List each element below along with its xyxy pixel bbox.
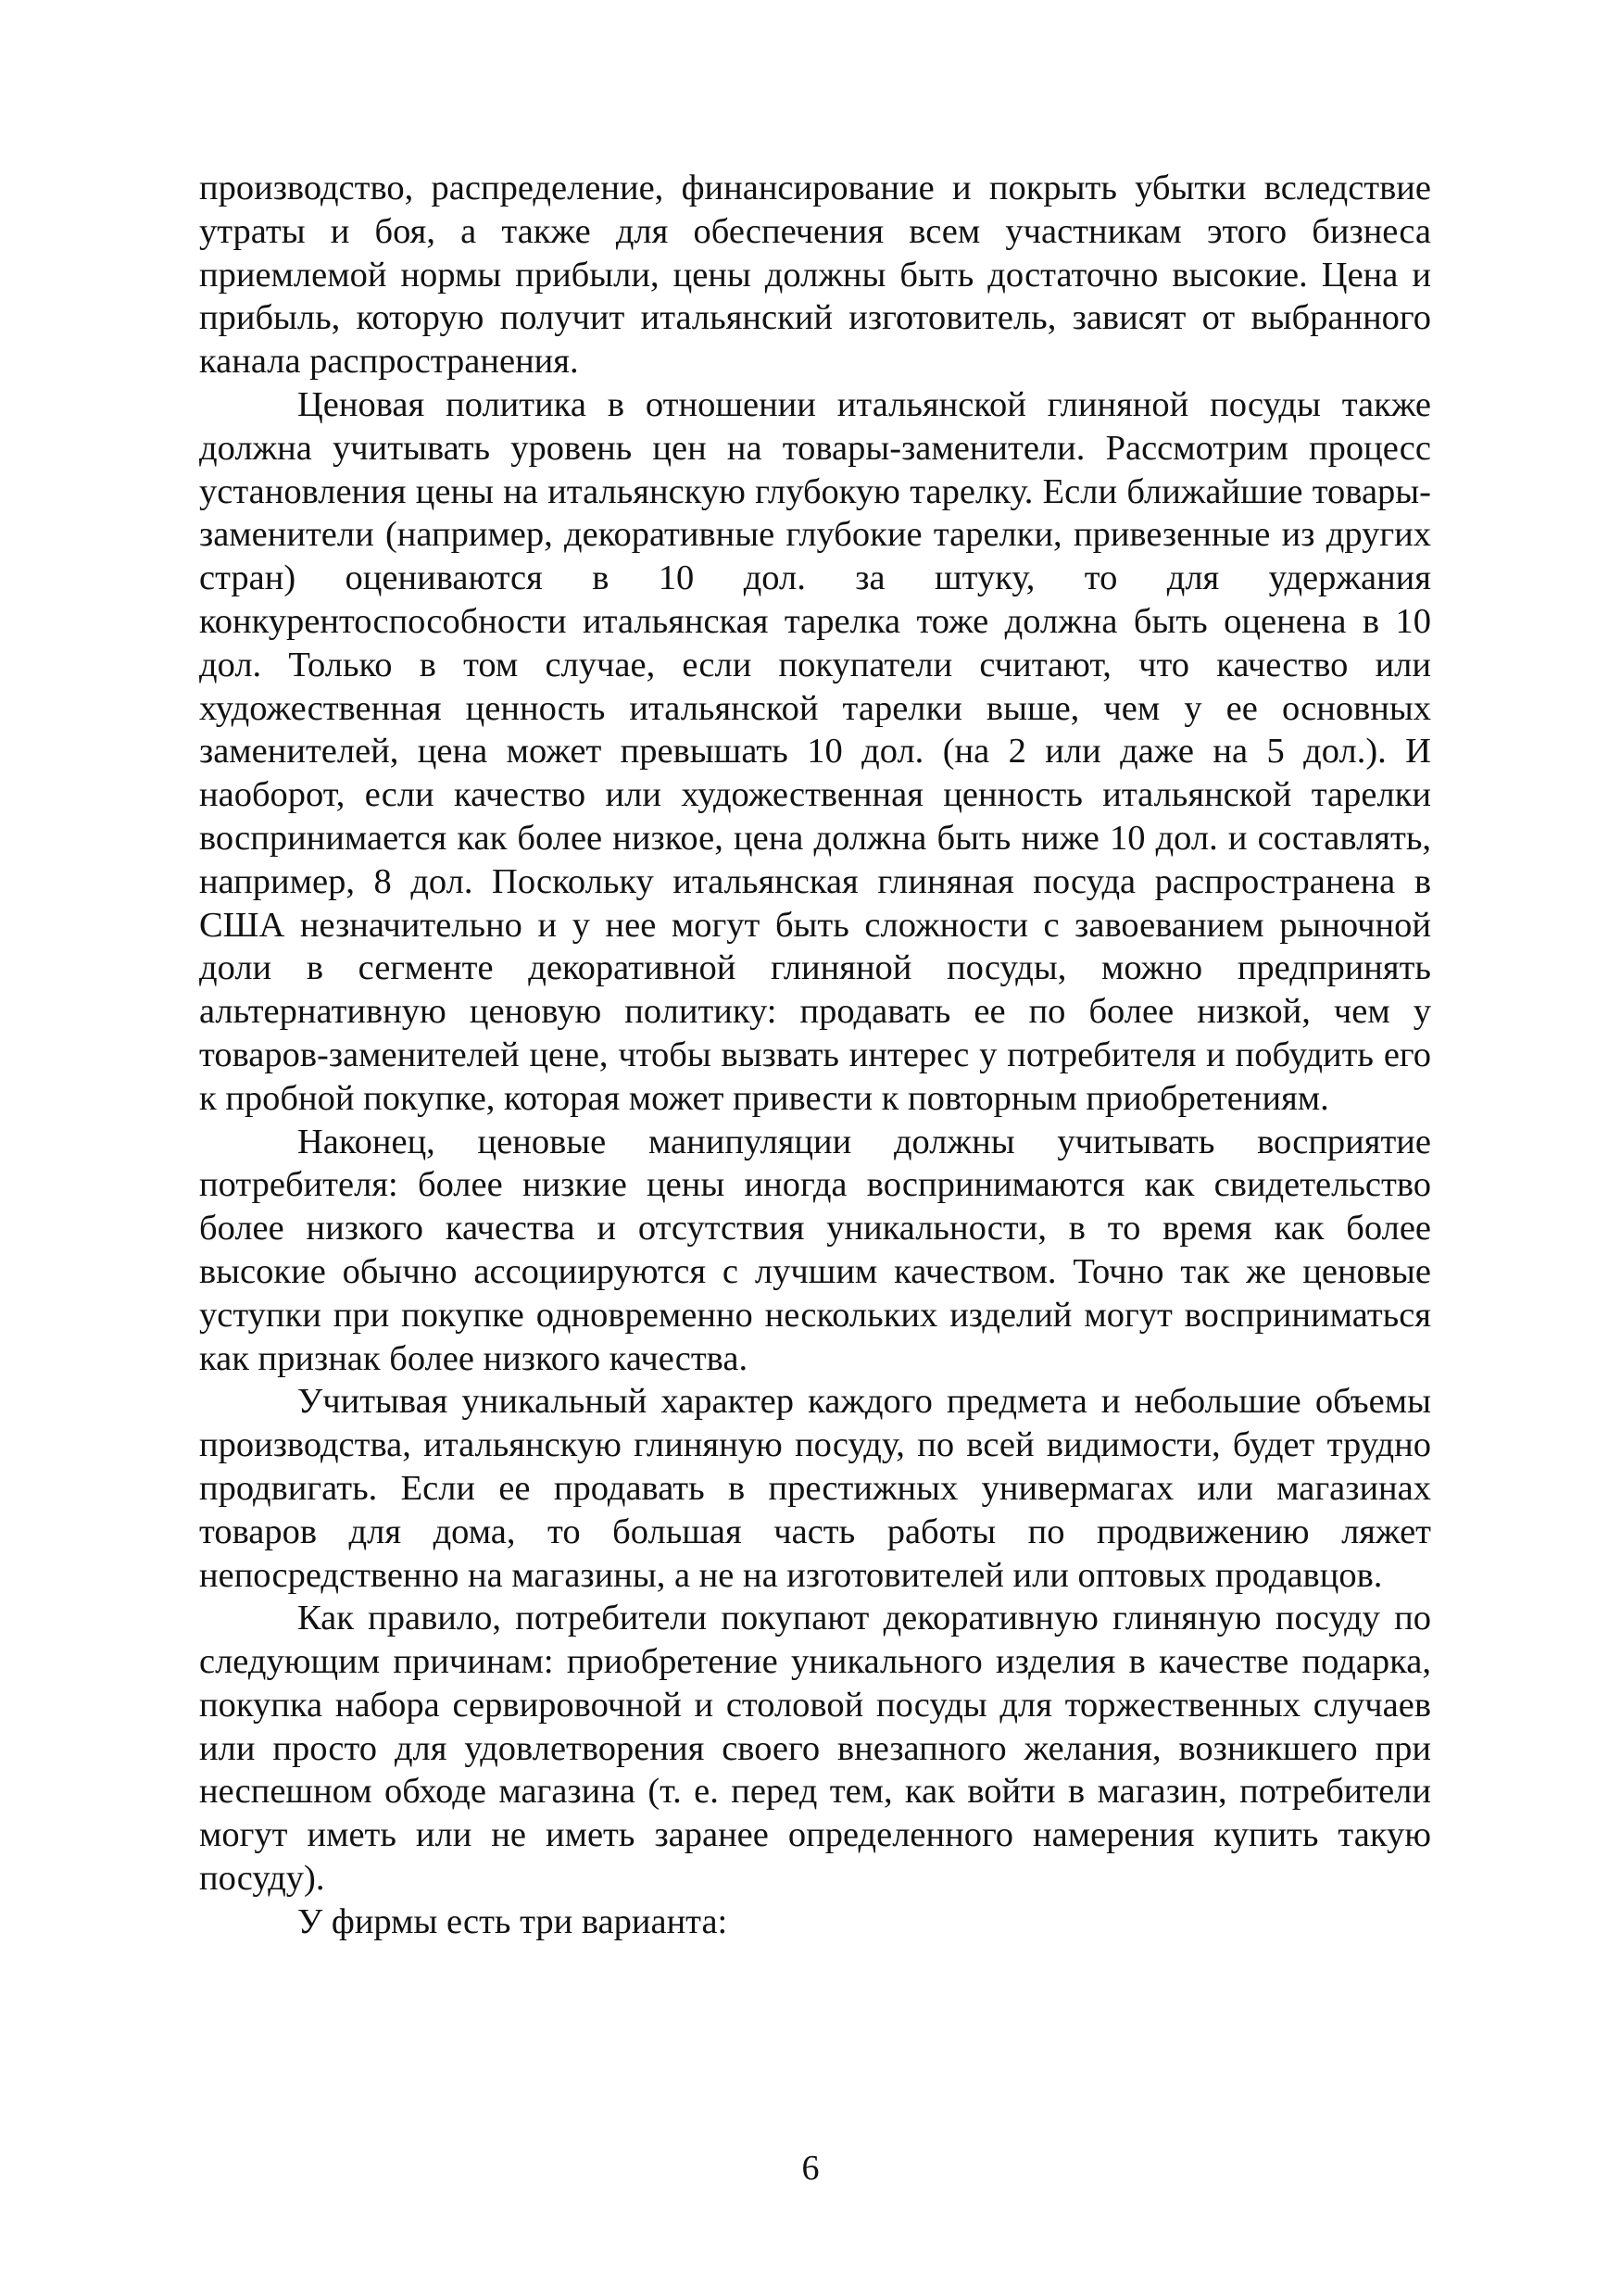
- paragraph-consumer-perception: Наконец, ценовые манипуляции должны учитывать восприятие потребителя: более низкие цены иногда воспринимаются как свидетельство более низкого качества и отсутствия уникальности, в то время как более высокие обычно ассоциируются с лучшим качеством. Точно так же ценовые уступки при покупке одновременно нескольких изделий могут восприниматься как признак более низкого качества.: [199, 1122, 1431, 1378]
- paragraph-continuation: производство, распределение, финансирование и покрыть убытки вследствие утраты и боя, а также для обеспечения всем участникам этого бизнеса приемлемой нормы прибыли, цены должны быть достаточно высокие. Цена и прибыль, которую получит итальянский изготовитель, зависят от выбранного канала распространения.: [199, 169, 1431, 382]
- body-text: [199, 167, 1431, 1944]
- page-number: 6: [801, 2149, 820, 2188]
- paragraph-pricing-policy: Ценовая политика в отношении итальянской глиняной посуды также должна учитывать уровень цен на товары-заменители. Рассмотрим процесс установления цены на итальянскую глубокую тарелку. Если ближайшие товары-заменители (например, декоративные глубокие тарелки, привезенные из других стран) оцениваются в 10 дол. за штуку, то для удержания конкурентоспособности итальянская тарелка тоже должна быть оценена в 10 дол. Только в том случае, если покупатели считают, что качество или художественная ценность итальянской тарелки выше, чем у ее основных заменителей, цена может превышать 10 дол. (на 2 или даже на 5 дол.). И наоборот, если качество или художественная ценность итальянской тарелки воспринимается как более низкое, цена должна быть ниже 10 дол. и составлять, например, 8 дол. Поскольку итальянская глиняная посуда распространена в США незначительно и у нее могут быть сложности с завоеванием рыночной доли в сегменте декоративной глиняной посуды, можно предпринять альтернативную ценовую политику: продавать ее по более низкой, чем у товаров-заменителей цене, чтобы вызвать интерес у потребителя и побудить его к пробной покупке, которая может привести к повторным приобретениям.: [199, 384, 1431, 1118]
- paragraph-purchase-reasons: Как правило, потребители покупают декоративную глиняную посуду по следующим причинам: приобретение уникального изделия в качестве подарка, покупка набора сервировочной и столовой посуды для торжественных случаев или просто для удовлетворения своего внезапного желания, возникшего при неспешном обходе магазина (т. е. перед тем, как войти в магазин, потребители могут иметь или не иметь заранее определенного намерения купить такую посуду).: [199, 1599, 1431, 1899]
- paragraph-promotion: Учитывая уникальный характер каждого предмета и небольшие объемы производства, итальянскую глиняную посуду, по всей видимости, будет трудно продвигать. Если ее продавать в престижных универмагах или магазинах товаров для дома, то большая часть работы по продвижению ляжет непосредственно на магазины, а не на изготовителей или оптовых продавцов.: [199, 1382, 1431, 1595]
- paragraph-options-intro: У фирмы есть три варианта:: [297, 1901, 728, 1941]
